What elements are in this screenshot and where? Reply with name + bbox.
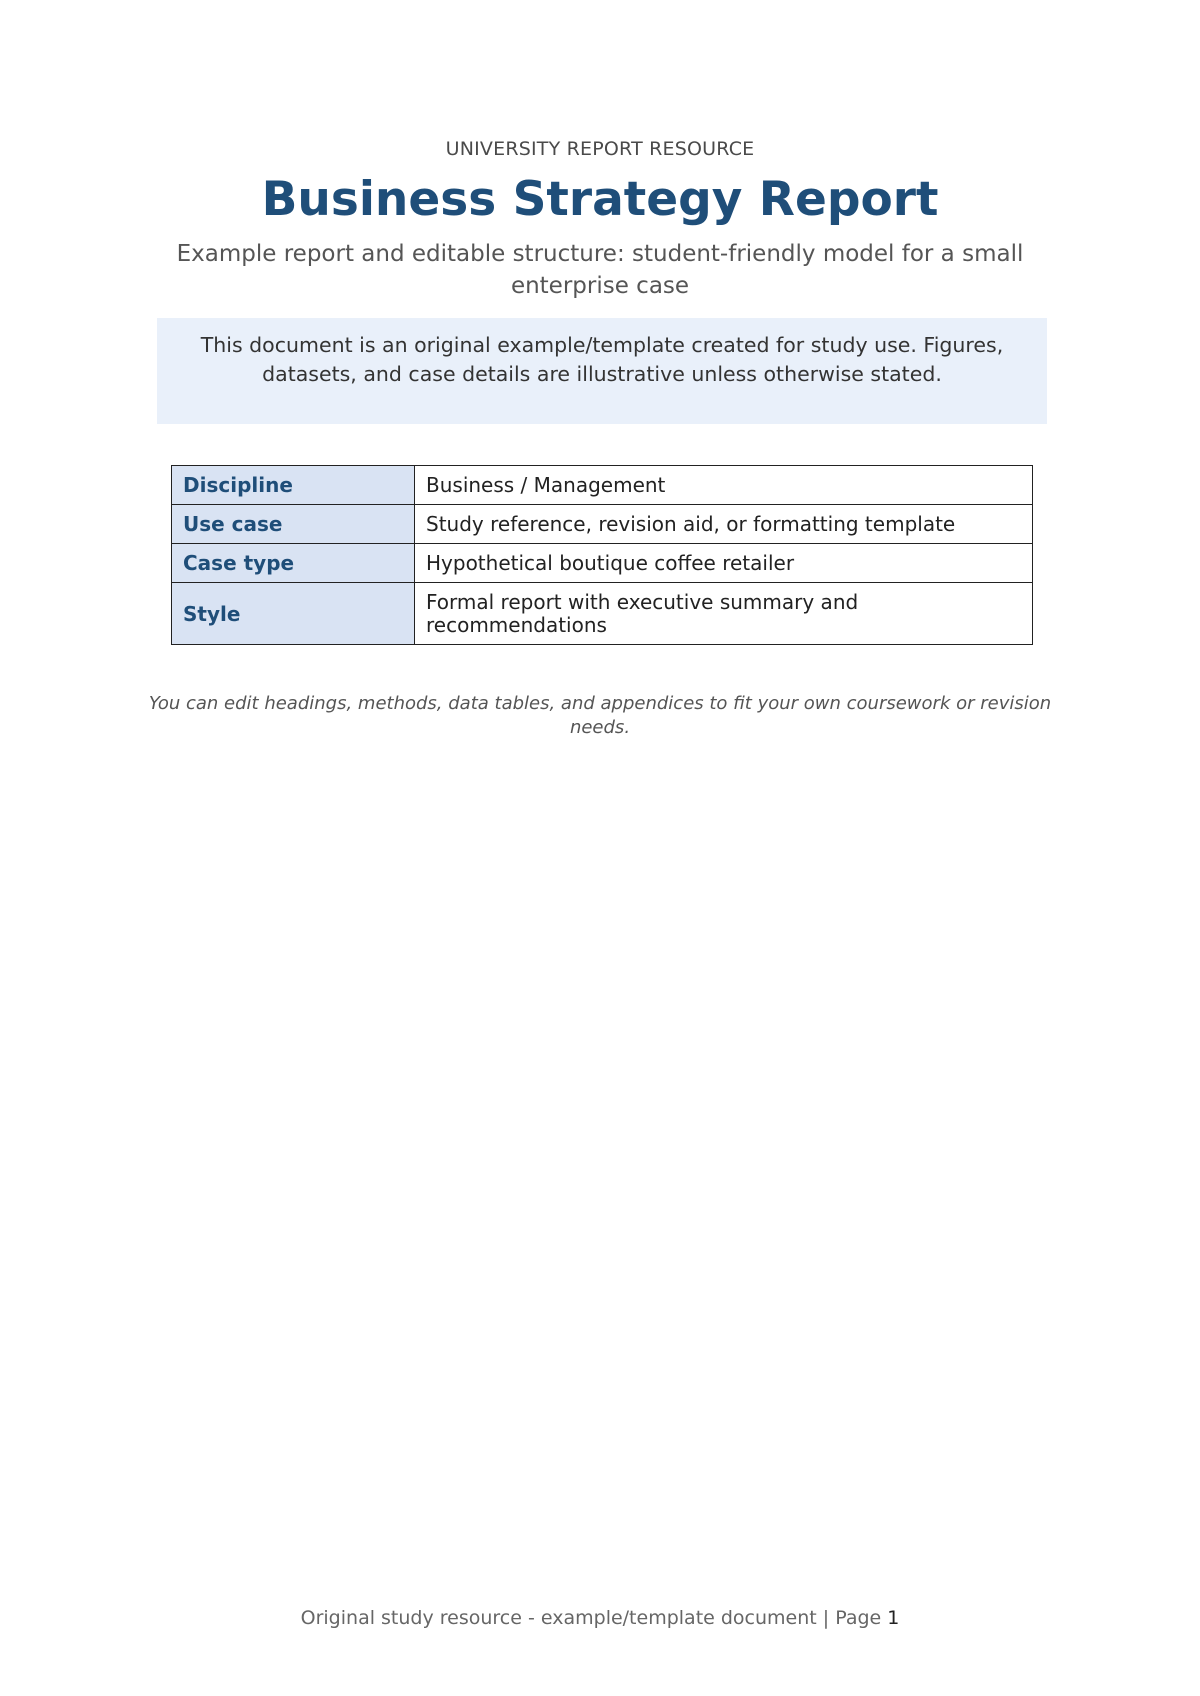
table-key-case-type: Case type: [172, 544, 415, 583]
table-value-case-type: Hypothetical boutique coffee retailer: [415, 544, 1033, 583]
notice-text: This document is an original example/template created for study use. Figures, datasets, and case details are illustrative unless otherwise stated.: [200, 333, 1004, 386]
metadata-table: [171, 465, 1033, 645]
table-row: [172, 505, 1033, 544]
page-number: 1: [887, 1607, 900, 1629]
table-row: [172, 466, 1033, 505]
edit-note: You can edit headings, methods, data tables, and appendices to fit your own coursework or revision needs.: [148, 693, 1052, 738]
table-value-style: Formal report with executive summary and recommendations: [415, 583, 1033, 645]
table-row: [172, 583, 1033, 645]
footer-text: Original study resource - example/template document | Page: [300, 1607, 882, 1629]
table-key-discipline: Discipline: [172, 466, 415, 505]
table-key-use-case: Use case: [172, 505, 415, 544]
notice-box: [157, 318, 1047, 424]
report-kicker: UNIVERSITY REPORT RESOURCE: [445, 138, 755, 160]
page-footer: [0, 1607, 1200, 1629]
table-key-style: Style: [172, 583, 415, 645]
table-row: [172, 544, 1033, 583]
report-title: Business Strategy Report: [261, 172, 939, 227]
report-subtitle: Example report and editable structure: student-friendly model for a small enterprise case: [176, 241, 1024, 299]
table-value-use-case: Study reference, revision aid, or formatting template: [415, 505, 1033, 544]
table-value-discipline: Business / Management: [415, 466, 1033, 505]
